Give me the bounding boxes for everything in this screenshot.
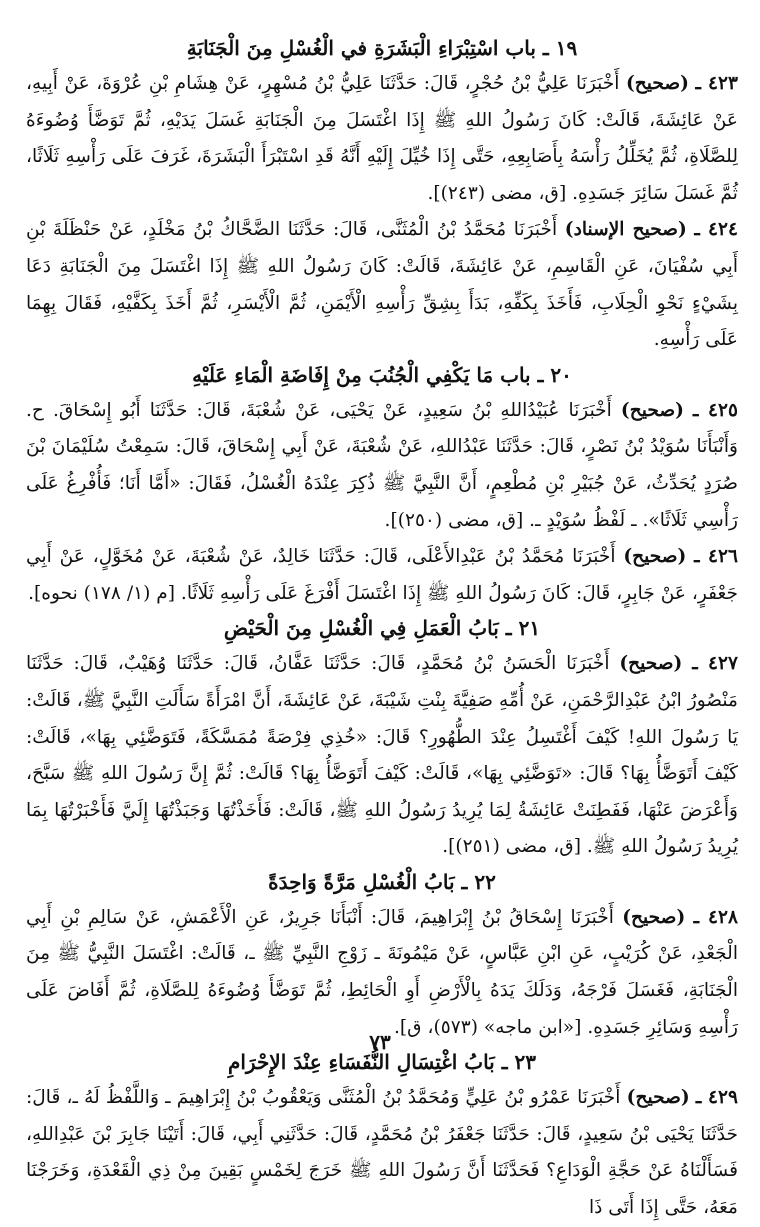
hadith-text: أَخْبَرَنَا الْحَسَنُ بْنُ مُحَمَّدٍ، قَالَ: حَدَّثَنَا عَفَّانُ، قَالَ: حَدَّثَنَا وُهَيْبٌ، قَالَ: حَدَّثَنَا مَنْصُورُ ابْنُ عَبْدِالرَّحْمَنِ، عَنْ أُمِّهِ صَفِيَّةَ بِنْتِ شَيْبَةَ، عَنْ عَائِشَةَ، أَنَّ امْرَأَةً سَأَلَتِ النَّبِيَّ ﷺ، قَالَتْ: يَا رَسُولَ اللهِ! كَيْفَ أَغْتَسِلُ عِنْدَ الطُّهُورِ؟ قَالَ: «خُذِي فِرْصَةً مُمَسَّكَةً، فَتَوَضَّئِي بِهَا»، قَالَتْ: كَيْفَ أَتَوَضَّأُ بِهَا؟ قَالَ: «تَوَضَّئِي بِهَا»، قَالَتْ: كَيْفَ أَتَوَضَّأُ بِهَا؟ قَالَتْ: ثُمَّ إِنَّ رَسُولَ اللهِ ﷺ سَبَّحَ، وَأَعْرَضَ عَنْهَا، فَفَطِنَتْ عَائِشَةُ لِمَا يُرِيدُ رَسُولُ اللهِ ﷺ، قَالَتْ: فَأَخَذْتُهَا وَجَبَذْتُهَا إِلَيَّ فَأَخْبَرْتُهَا بِمَا يُرِيدُ رَسُولُ اللهِ ﷺ. [ق، مضى (٢٥١)]. bbox=[26, 653, 738, 858]
chapter-heading-22: ٢٢ ـ بَابُ الْغُسْلِ مَرَّةً وَاحِدَةً bbox=[268, 869, 496, 894]
hadith-number: ٤٢٩ ـ bbox=[695, 1087, 738, 1109]
hadith-grade: (صحيح) bbox=[622, 906, 686, 928]
hadith-grade: (صحيح الإسناد) bbox=[564, 219, 687, 241]
hadith-grade: (صحيح) bbox=[625, 73, 689, 94]
hadith-text: أَخْبَرَنَا مُحَمَّدُ بْنُ عَبْدِالأَعْلَى، قَالَ: حَدَّثَنَا خَالِدٌ، عَنْ شُعْبَةَ، عَنْ مُخَوَّلٍ، عَنْ أَبِي جَعْفَرٍ، عَنْ جَابِرٍ، قَالَ: كَانَ رَسُولُ اللهِ ﷺ إِذَا اغْتَسَلَ أَفْرَغَ عَلَى رَأْسِهِ ثَلَاثًا. [م (١/ ١٧٨) نحوه]. bbox=[26, 546, 738, 604]
page-number: ٧٣ bbox=[369, 1030, 391, 1054]
chapter-heading-20: ٢٠ ـ باب مَا يَكْفِي الْجُنُبَ مِنْ إِفَاضَةِ الْمَاءِ عَلَيْهِ bbox=[192, 362, 572, 387]
hadith-423 bbox=[26, 66, 738, 212]
hadith-number: ٤٢٧ ـ bbox=[692, 653, 738, 675]
hadith-number: ٤٢٣ ـ bbox=[695, 73, 738, 94]
chapter-heading-21: ٢١ ـ بَابُ الْعَمَلِ فِي الْغُسْلِ مِنَ الْحَيْضِ bbox=[223, 616, 541, 641]
hadith-text: أَخْبَرَنَا مُحَمَّدُ بْنُ الْمُثَنَّى، قَالَ: حَدَّثَنَا الضَّحَّاكُ بْنُ مَخْلَدٍ، عَنْ حَنْظَلَةَ بْنِ أَبِي سُفْيَانَ، عَنِ الْقَاسِمِ، عَنْ عَائِشَةَ، قَالَتْ: كَانَ رَسُولُ اللهِ ﷺ إِذَا اغْتَسَلَ مِنَ الْجَنَابَةِ دَعَا بِشَيْءٍ نَحْوِ الْحِلَابِ، فَأَخَذَ بِكَفِّهِ، بَدَأَ بِشِقِّ رَأْسِهِ الْأَيْمَنِ، ثُمَّ الْأَيْسَرِ، ثُمَّ أَخَذَ بِكَفَّيْهِ، فَقَالَ بِهِمَا عَلَى رَأْسِهِ. bbox=[26, 219, 738, 351]
hadith-428 bbox=[26, 900, 738, 1046]
hadith-text: أَخْبَرَنَا عُبَيْدُاللهِ بْنُ سَعِيدٍ، عَنْ يَحْيَى، عَنْ شُعْبَةَ، قَالَ: حَدَّثَنَا أَبُو إِسْحَاقَ. ح. وَأَنْبَأَنَا سُوَيْدُ بْنُ نَصْرٍ، قَالَ: حَدَّثَنَا عَبْدُاللهِ، عَنْ شُعْبَةَ، عَنْ أَبِي إِسْحَاقَ، قَالَ: سَمِعْتُ سُلَيْمَانَ بْنَ صُرَدٍ يُحَدِّثُ، عَنْ جُبَيْرِ بْنِ مُطْعِمٍ، أَنَّ النَّبِيَّ ﷺ ذُكِرَ عِنْدَهُ الْغُسْلُ، فَقَالَ: «أَمَّا أَنَا؛ فَأُفْرِغُ عَلَى رَأْسِي ثَلَاثًا». ـ لَفْظُ سُوَيْدٍ ـ. [ق، مضى (٢٥٠)]. bbox=[26, 399, 738, 531]
chapter-heading-23: ٢٣ ـ بَابُ اغْتِسَالِ النُّفَسَاءِ عِنْدَ الإِحْرَامِ bbox=[227, 1050, 537, 1075]
hadith-425 bbox=[26, 393, 738, 539]
hadith-grade: (صحيح) bbox=[619, 653, 683, 675]
hadith-grade: (صحيح) bbox=[623, 546, 687, 568]
hadith-number: ٤٢٨ ـ bbox=[693, 906, 738, 928]
hadith-number: ٤٢٦ ـ bbox=[694, 546, 738, 568]
hadith-grade: (صحيح) bbox=[626, 1087, 690, 1109]
hadith-429 bbox=[26, 1080, 738, 1226]
hadith-427 bbox=[26, 646, 738, 866]
hadith-text: أَخْبَرَنَا عَلِيُّ بْنُ حُجْرٍ، قَالَ: حَدَّثَنَا عَلِيُّ بْنُ مُسْهِرٍ، عَنْ هِشَامِ بْنِ عُرْوَةَ، عَنْ أَبِيهِ، عَنْ عَائِشَةَ، قَالَتْ: كَانَ رَسُولُ اللهِ ﷺ إِذَا اغْتَسَلَ مِنَ الْجَنَابَةِ غَسَلَ يَدَيْهِ، ثُمَّ تَوَضَّأَ وُضُوءَهُ لِلصَّلَاةِ، ثُمَّ يُخَلِّلُ رَأْسَهُ بِأَصَابِعِهِ، حَتَّى إِذَا خُيِّلَ إِلَيْهِ أَنَّهُ قَدِ اسْتَبْرَأَ الْبَشَرَةَ، غَرَفَ عَلَى رَأْسِهِ ثَلَاثًا، ثُمَّ غَسَلَ سَائِرَ جَسَدِهِ. [ق، مضى (٢٤٣)]. bbox=[26, 73, 738, 204]
hadith-text: أَخْبَرَنَا إِسْحَاقُ بْنُ إِبْرَاهِيمَ، قَالَ: أَنْبَأَنَا جَرِيرٌ، عَنِ الْأَعْمَشِ، عَنْ سَالِمِ بْنِ أَبِي الْجَعْدِ، عَنْ كُرَيْبٍ، عَنِ ابْنِ عَبَّاسٍ، عَنْ مَيْمُونَةَ ـ زَوْجِ النَّبِيِّ ﷺ ـ، قَالَتْ: اغْتَسَلَ النَّبِيُّ ﷺ مِنَ الْجَنَابَةِ، فَغَسَلَ فَرْجَهُ، وَدَلَكَ يَدَهُ بِالْأَرْضِ أَوِ الْحَائِطِ، ثُمَّ تَوَضَّأَ وُضُوءَهُ لِلصَّلَاةِ، ثُمَّ أَفَاضَ عَلَى رَأْسِهِ وَسَائِرِ جَسَدِهِ. [«ابن ماجه» (٥٧٣)، ق]. bbox=[26, 906, 738, 1038]
hadith-text: أَخْبَرَنَا عَمْرُو بْنُ عَلِيٍّ وَمُحَمَّدُ بْنُ الْمُثَنَّى وَيَعْقُوبُ بْنُ إِبْرَاهِيمَ ـ وَاللَّفْظُ لَهُ ـ، قَالَ: حَدَّثَنَا يَحْيَى بْنُ سَعِيدٍ، قَالَ: حَدَّثَنَا جَعْفَرُ بْنُ مُحَمَّدٍ، قَالَ: حَدَّثَنِي أَبِي، قَالَ: أَتَيْنَا جَابِرَ بْنَ عَبْدِاللهِ، فَسَأَلْنَاهُ عَنْ حَجَّةِ الْوَدَاعِ؟ فَحَدَّثَنَا أَنَّ رَسُولَ اللهِ ﷺ خَرَجَ لِخَمْسٍ بَقِينَ مِنْ ذِي الْقَعْدَةِ، وَخَرَجْنَا مَعَهُ، حَتَّى إِذَا أَتَى ذَا bbox=[26, 1087, 738, 1219]
hadith-grade: (صحيح) bbox=[620, 399, 684, 421]
hadith-424 bbox=[26, 212, 738, 358]
hadith-number: ٤٢٥ ـ bbox=[692, 399, 738, 421]
hadith-number: ٤٢٤ ـ bbox=[694, 219, 738, 241]
chapter-heading-19: ١٩ ـ باب اسْتِبْرَاءِ الْبَشَرَةِ في الْغُسْلِ مِنَ الْجَنَابَةِ bbox=[186, 36, 578, 60]
hadith-426 bbox=[26, 539, 738, 612]
